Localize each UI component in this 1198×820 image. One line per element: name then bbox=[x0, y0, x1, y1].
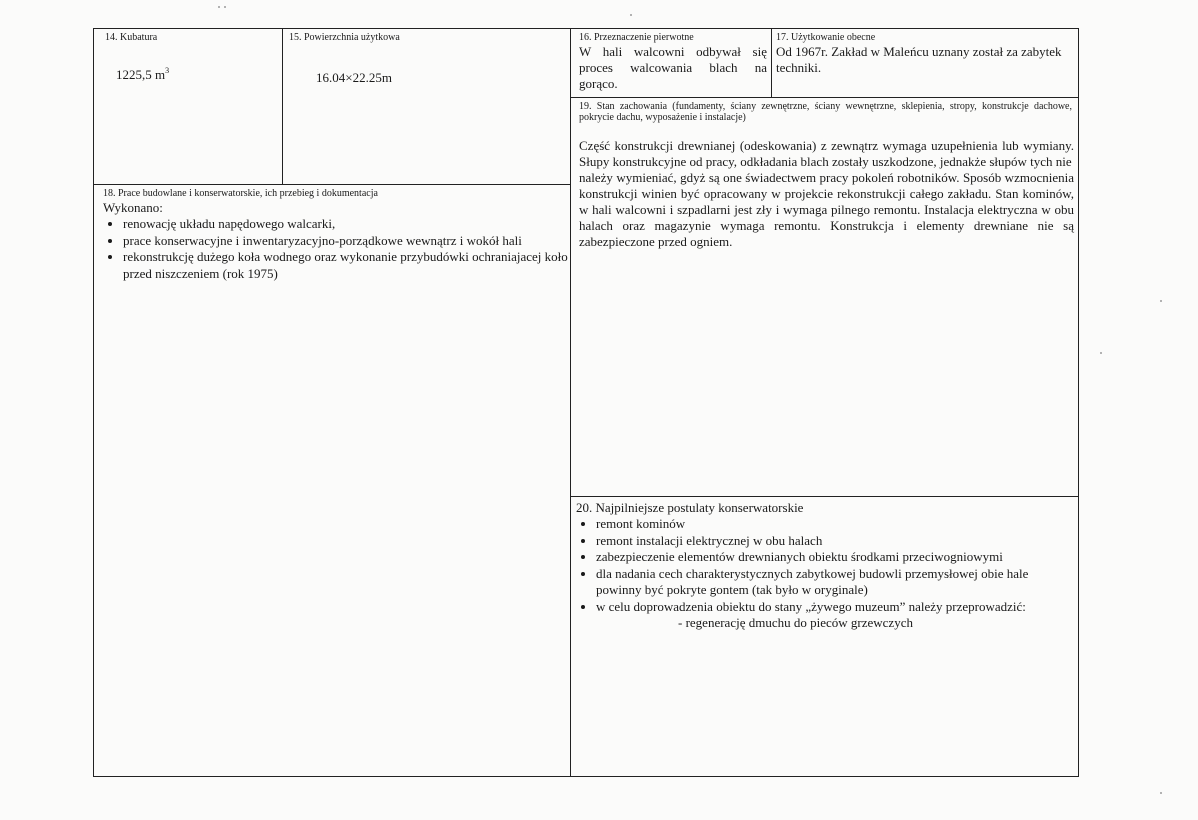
postulates-list bbox=[576, 516, 1072, 615]
preservation-paragraph-2: należy wymieniać, gdyż są one świadectwem pracy pokoleń robotników. Sposób wzmocnienia konstrukcji winien być opracowany w projekcie rekonstrukcji całego zakładu. Stan kominów, w hali walcowni i szpadlarni jest zły i wymaga pilnego remontu. Instalacja elektryczna w obu halach oraz magazynie wymaga remontu. Konstrukcja i elementy drewniane nie są zabezpieczone przed ogniem. bbox=[579, 170, 1074, 249]
section-15-usable-area bbox=[283, 29, 570, 184]
section-14-volume bbox=[94, 29, 282, 184]
original-purpose-text: W hali walcowni odbywał się proces walcowania blach na gorąco. bbox=[579, 44, 767, 91]
section-16-label: 16. Przeznaczenie pierwotne bbox=[579, 32, 694, 43]
current-use-text: Od 1967r. Zakład w Maleńcu uznany został za zabytek techniki. bbox=[776, 44, 1062, 75]
divider bbox=[570, 97, 1079, 98]
list-item: dla nadania cech charakterystycznych zabytkowej budowli przemysłowej obie hale powinny być pokryte gontem (tak było w oryginale) bbox=[576, 566, 1072, 599]
section-18-label: 18. Prace budowlane i konserwatorskie, ich przebieg i dokumentacja bbox=[103, 188, 378, 199]
list-item: zabezpieczenie elementów drewnianych obiektu środkami przeciwogniowymi bbox=[576, 549, 1072, 566]
list-item: rekonstrukcję dużego koła wodnego oraz wykonanie przybudówki ochraniajacej koło przed niszczeniem (rok 1975) bbox=[103, 249, 568, 282]
scan-speck bbox=[218, 6, 220, 8]
section-17-label: 17. Użytkowanie obecne bbox=[776, 32, 876, 43]
scan-speck bbox=[1160, 300, 1162, 302]
scan-speck bbox=[630, 14, 632, 16]
scan-speck bbox=[1100, 352, 1102, 354]
section-14-label: 14. Kubatura bbox=[105, 32, 158, 43]
scan-speck bbox=[224, 6, 226, 8]
list-item: w celu doprowadzenia obiektu do stany „żywego muzeum” należy przeprowadzić: bbox=[576, 599, 1072, 616]
volume-unit-exponent: 3 bbox=[165, 66, 170, 75]
preservation-paragraph-1: Część konstrukcji drewnianej (odeskowania) z zewnątrz wymaga uzupełnienia lub wymiany. Słupy konstrukcyjne od pracy, odkładania blach zostały uszkodzone, jednakże słupów tych nie bbox=[579, 138, 1074, 169]
list-item: remont kominów bbox=[576, 516, 1072, 533]
section-16-original-purpose bbox=[571, 29, 771, 97]
section-18-construction-works bbox=[94, 186, 570, 776]
list-item: renowację układu napędowego walcarki, bbox=[103, 216, 568, 233]
divider bbox=[570, 496, 1079, 497]
volume-value bbox=[116, 67, 169, 83]
divider bbox=[93, 184, 571, 185]
section-20-label: 20. Najpilniejsze postulaty konserwatorskie bbox=[576, 500, 804, 515]
section-19-label: 19. Stan zachowania (fundamenty, ściany zewnętrzne, ściany wewnętrzne, sklepienia, stropy, konstrukcje dachowe, pokrycie dachu, wyposażenie i instalacje) bbox=[579, 101, 1072, 123]
section-17-current-use bbox=[772, 29, 1078, 97]
list-item: prace konserwacyjne i inwentaryzacyjno-porządkowe wewnątrz i wokół hali bbox=[103, 233, 568, 250]
section-19-state-of-preservation bbox=[571, 99, 1078, 496]
volume-number: 1225,5 m bbox=[116, 67, 166, 82]
works-intro: Wykonano: bbox=[103, 200, 163, 215]
list-item: remont instalacji elektrycznej w obu halach bbox=[576, 533, 1072, 550]
section-20-conservation-postulates bbox=[571, 498, 1078, 776]
postulate-sub-item: - regenerację dmuchu do pieców grzewczych bbox=[678, 615, 913, 630]
usable-area-value: 16.04×22.25m bbox=[316, 70, 392, 85]
section-15-label: 15. Powierzchnia użytkowa bbox=[289, 32, 400, 43]
works-list bbox=[103, 216, 568, 282]
scan-speck bbox=[1160, 792, 1162, 794]
